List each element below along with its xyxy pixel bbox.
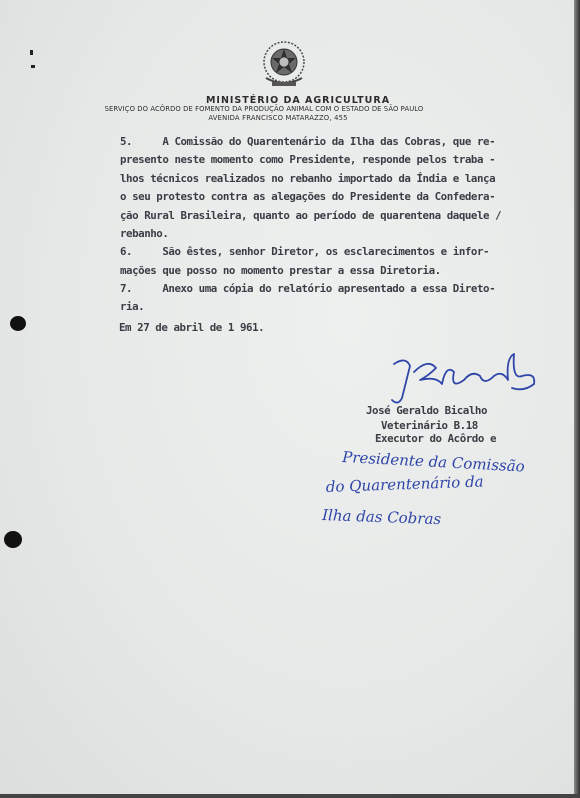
scan-edge-bottom [0,794,580,798]
handwritten-line: Ilha das Cobras [321,506,442,529]
service-heading: SERVIÇO DO ACÔRDO DE FOMENTO DA PRODUÇÃO ANIMAL COM O ESTADO DE SÃO PAULO [104,105,424,113]
handwritten-annotation [320,440,560,535]
punch-hole [10,316,26,331]
body-line: ção Rural Brasileira, quanto ao período de quarentena daquele / [120,209,502,222]
paper-mark [31,65,35,68]
signatory-name: José Geraldo Bicalho [366,404,488,417]
body-line: rebanho. [120,227,169,240]
coat-of-arms-seal [258,38,310,90]
handwritten-line: do Quarentenário da [325,472,484,496]
scan-edge-right [574,0,580,798]
body-line: presento neste momento como Presidente, responde pelos traba - [120,153,496,166]
ministry-heading: MINISTÉRIO DA AGRICULTURA [205,95,391,106]
paper-mark [30,50,33,55]
signatory-title: Veterinário B.18 [381,419,478,432]
signature-scrawl [384,350,554,410]
punch-hole [4,531,22,548]
handwritten-line: Presidente da Comissão [341,448,526,476]
body-line: 6. São êstes, senhor Diretor, os esclarecimentos e infor- [120,245,490,258]
signatory-role: Executor do Acôrdo e [375,432,497,445]
body-line: o seu protesto contra as alegações do Presidente da Confedera- [120,190,496,203]
body-line: mações que posso no momento prestar a essa Diretoria. [120,264,441,277]
body-line: lhos técnicos realizados no rebanho importado da Índia e lança [120,172,496,185]
address-heading: AVENIDA FRANCISCO MATARAZZO, 455 [208,114,348,122]
body-line: 5. A Comissão do Quarentenário da Ilha das Cobras, que re- [120,135,496,148]
body-line: ria. [120,300,145,313]
date-line: Em 27 de abril de 1 961. [119,321,265,334]
body-line: 7. Anexo uma cópia do relatório apresentado a essa Direto- [120,282,496,295]
